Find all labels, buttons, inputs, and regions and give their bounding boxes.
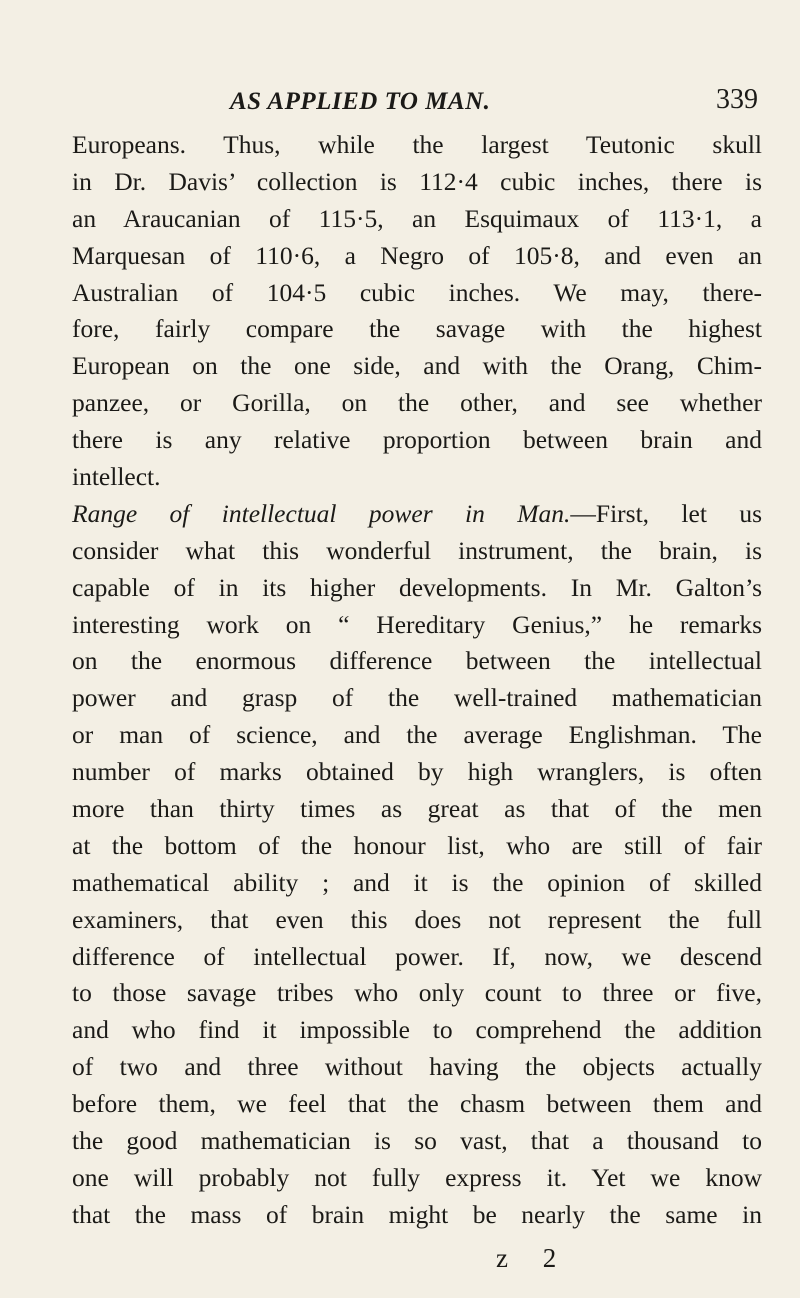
text-line: fore, fairly compare the savage with the highest	[72, 314, 762, 344]
text-line: that the mass of brain might be nearly the same in	[72, 1199, 762, 1229]
section-heading-rest: —First, let us	[570, 498, 762, 528]
page-number: 339	[716, 84, 758, 115]
text-line: mathematical ability ; and it is the opinion of skilled	[72, 867, 762, 897]
text-line: panzee, or Gorilla, on the other, and see whether	[72, 388, 762, 418]
text-line: or man of science, and the average Englishman. The	[72, 720, 762, 750]
section-heading: Range of intellectual power in Man.	[72, 498, 571, 528]
text-line: there is any relative proportion between brain and	[72, 425, 762, 455]
text-line: capable of in its higher developments. In Mr. Galton’s	[72, 572, 762, 602]
text-line: number of marks obtained by high wranglers, is often	[72, 757, 762, 787]
text-line: Australian of 104·5 cubic inches. We may, there-	[72, 277, 762, 307]
text-line: the good mathematician is so vast, that a thousand to	[72, 1126, 762, 1156]
text-line: more than thirty times as great as that of the men	[72, 794, 762, 824]
text-line: in Dr. Davis’ collection is 112·4 cubic inches, there is	[72, 166, 762, 196]
text-line: before them, we feel that the chasm between them and	[72, 1089, 762, 1119]
text-line: an Araucanian of 115·5, an Esquimaux of 113·1, a	[72, 203, 762, 233]
text-line: power and grasp of the well-trained mathematician	[72, 683, 762, 713]
text-line: and who find it impossible to comprehend the addition	[72, 1015, 762, 1045]
running-title: AS APPLIED TO MAN.	[230, 88, 491, 115]
text-line: Europeans. Thus, while the largest Teutonic skull	[72, 130, 762, 159]
text-line: one will probably not fully express it. Yet we know	[72, 1162, 762, 1192]
text-line: difference of intellectual power. If, now, we descend	[72, 941, 762, 971]
section-heading-line	[72, 496, 762, 533]
text-line: of two and three without having the objects actually	[72, 1052, 762, 1082]
text-line: interesting work on “ Hereditary Genius,” he remarks	[72, 609, 762, 639]
text-line: to those savage tribes who only count to three or five,	[72, 978, 762, 1008]
text-line: on the enormous difference between the intellectual	[72, 646, 762, 676]
text-line: Marquesan of 110·6, a Negro of 105·8, and even an	[72, 240, 762, 270]
text-line: intellect.	[72, 462, 161, 492]
text-line: at the bottom of the honour list, who are still of fair	[72, 830, 762, 860]
running-head	[70, 82, 764, 122]
text-line: examiners, that even this does not represent the full	[72, 904, 762, 934]
body-text	[72, 127, 762, 1234]
text-line: European on the one side, and with the Orang, Chim-	[72, 351, 762, 381]
signature-mark: z 2	[496, 1243, 571, 1273]
text-line: consider what this wonderful instrument, the brain, is	[72, 535, 762, 565]
